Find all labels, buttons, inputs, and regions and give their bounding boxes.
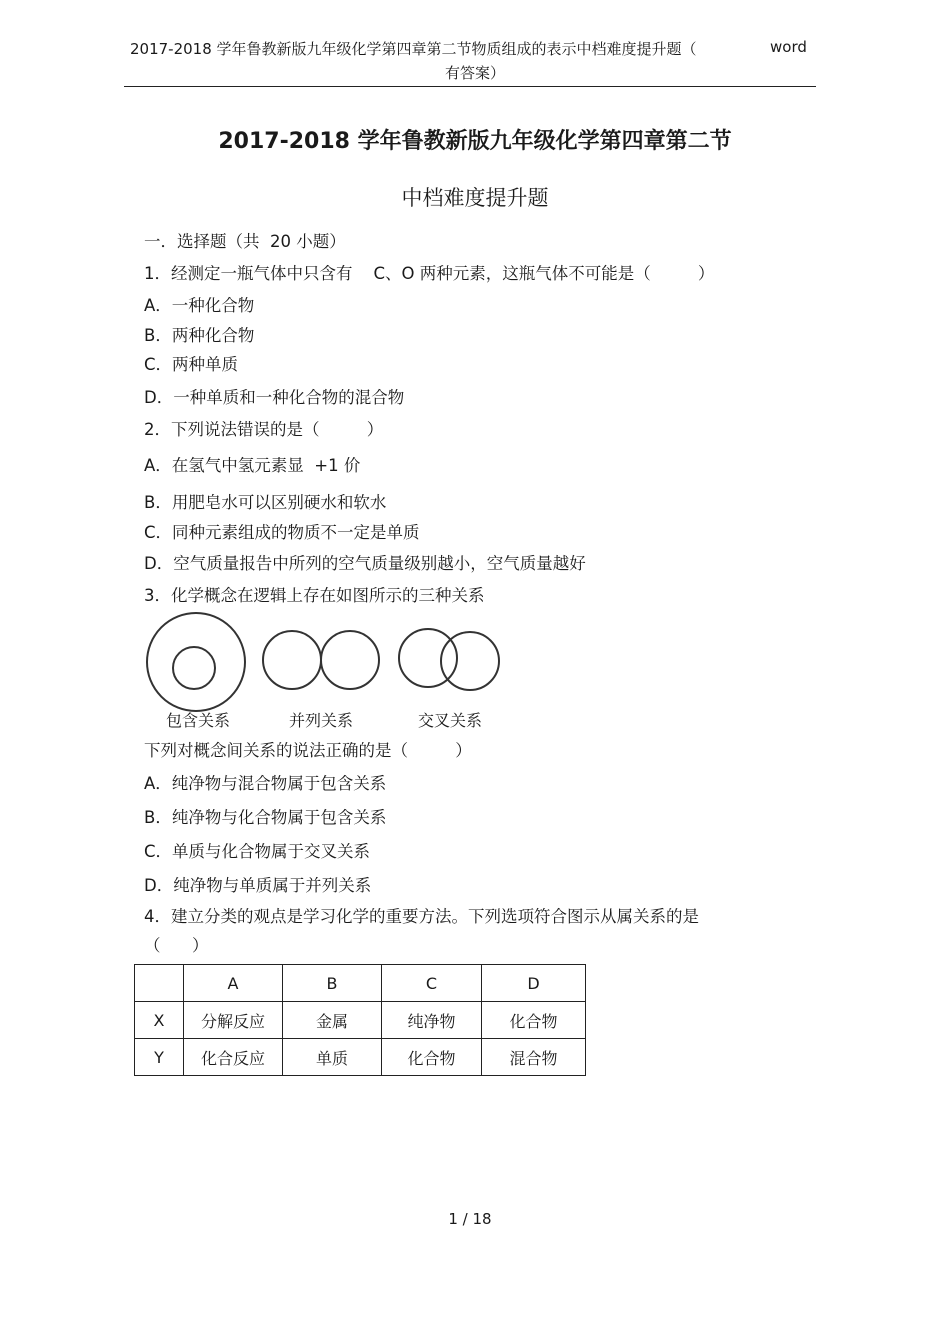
- document-subtitle: 中档难度提升题: [401, 186, 549, 210]
- question-2-stem: 2．下列说法错误的是（ ）: [144, 420, 384, 439]
- right-circle: [321, 631, 379, 689]
- table-cell: 单质: [283, 1039, 382, 1076]
- outer-circle: [147, 613, 245, 711]
- table-cell: 化合物: [482, 1002, 586, 1039]
- table-cell: 化合反应: [184, 1039, 283, 1076]
- table-cell: C: [382, 965, 482, 1002]
- inclusion-diagram: [147, 613, 245, 711]
- question-2-option-c: C．同种元素组成的物质不一定是单质: [144, 523, 420, 542]
- question-2-option-b: B．用肥皂水可以区别硬水和软水: [144, 493, 387, 512]
- question-3-option-b: B．纯净物与化合物属于包含关系: [144, 808, 387, 827]
- classification-table: [134, 964, 586, 1076]
- intersection-diagram: [399, 629, 499, 690]
- question-3-stem: 3．化学概念在逻辑上存在如图所示的三种关系: [144, 586, 485, 605]
- page-number: 1 / 18: [448, 1210, 492, 1228]
- table-cell: B: [283, 965, 382, 1002]
- parallel-label: 并列关系: [289, 711, 354, 730]
- question-3-option-a: A．纯净物与混合物属于包含关系: [144, 774, 387, 793]
- header-word: word: [770, 38, 807, 56]
- intersection-label: 交叉关系: [418, 711, 483, 730]
- table-cell: Y: [135, 1039, 184, 1076]
- question-2-option-a: A．在氢气中氢元素显 +1 价: [144, 456, 361, 475]
- inclusion-label: 包含关系: [166, 711, 231, 730]
- question-3-sub-stem: 下列对概念间关系的说法正确的是（ ）: [144, 741, 472, 760]
- right-circle: [441, 632, 499, 690]
- table-row: [135, 1039, 586, 1076]
- table-cell: A: [184, 965, 283, 1002]
- table-cell: D: [482, 965, 586, 1002]
- question-2-option-d: D．空气质量报告中所列的空气质量级别越小，空气质量越好: [144, 554, 586, 573]
- section-heading: 一．选择题（共 20 小题）: [144, 232, 346, 251]
- table-cell: [135, 965, 184, 1002]
- header-title-line2: 有答案）: [444, 64, 505, 82]
- question-3-option-d: D．纯净物与单质属于并列关系: [144, 876, 372, 895]
- question-4-answer-blank: （ ）: [144, 936, 209, 955]
- table-header-row: [135, 965, 586, 1002]
- table-cell: X: [135, 1002, 184, 1039]
- question-1-option-c: C．两种单质: [144, 355, 239, 374]
- document-title: 2017-2018 学年鲁教新版九年级化学第四章第二节: [218, 129, 732, 154]
- table-row: [135, 1002, 586, 1039]
- left-circle: [399, 629, 457, 687]
- question-1-option-b: B．两种化合物: [144, 326, 255, 345]
- table-cell: 金属: [283, 1002, 382, 1039]
- table-cell: 混合物: [482, 1039, 586, 1076]
- table-cell: 化合物: [382, 1039, 482, 1076]
- inner-circle: [173, 647, 215, 689]
- header-divider: [124, 86, 816, 87]
- question-1-stem: 1．经测定一瓶气体中只含有 C、O 两种元素，这瓶气体不可能是（ ）: [144, 264, 715, 283]
- question-4-stem: 4．建立分类的观点是学习化学的重要方法。下列选项符合图示从属关系的是: [144, 907, 699, 926]
- header-title-line1: 2017-2018 学年鲁教新版九年级化学第四章第二节物质组成的表示中档难度提升题（: [130, 40, 697, 58]
- question-3-option-c: C．单质与化合物属于交叉关系: [144, 842, 371, 861]
- question-1-option-a: A．一种化合物: [144, 296, 255, 315]
- table-cell: 分解反应: [184, 1002, 283, 1039]
- parallel-diagram: [263, 631, 379, 689]
- left-circle: [263, 631, 321, 689]
- question-1-option-d: D．一种单质和一种化合物的混合物: [144, 388, 405, 407]
- table-cell: 纯净物: [382, 1002, 482, 1039]
